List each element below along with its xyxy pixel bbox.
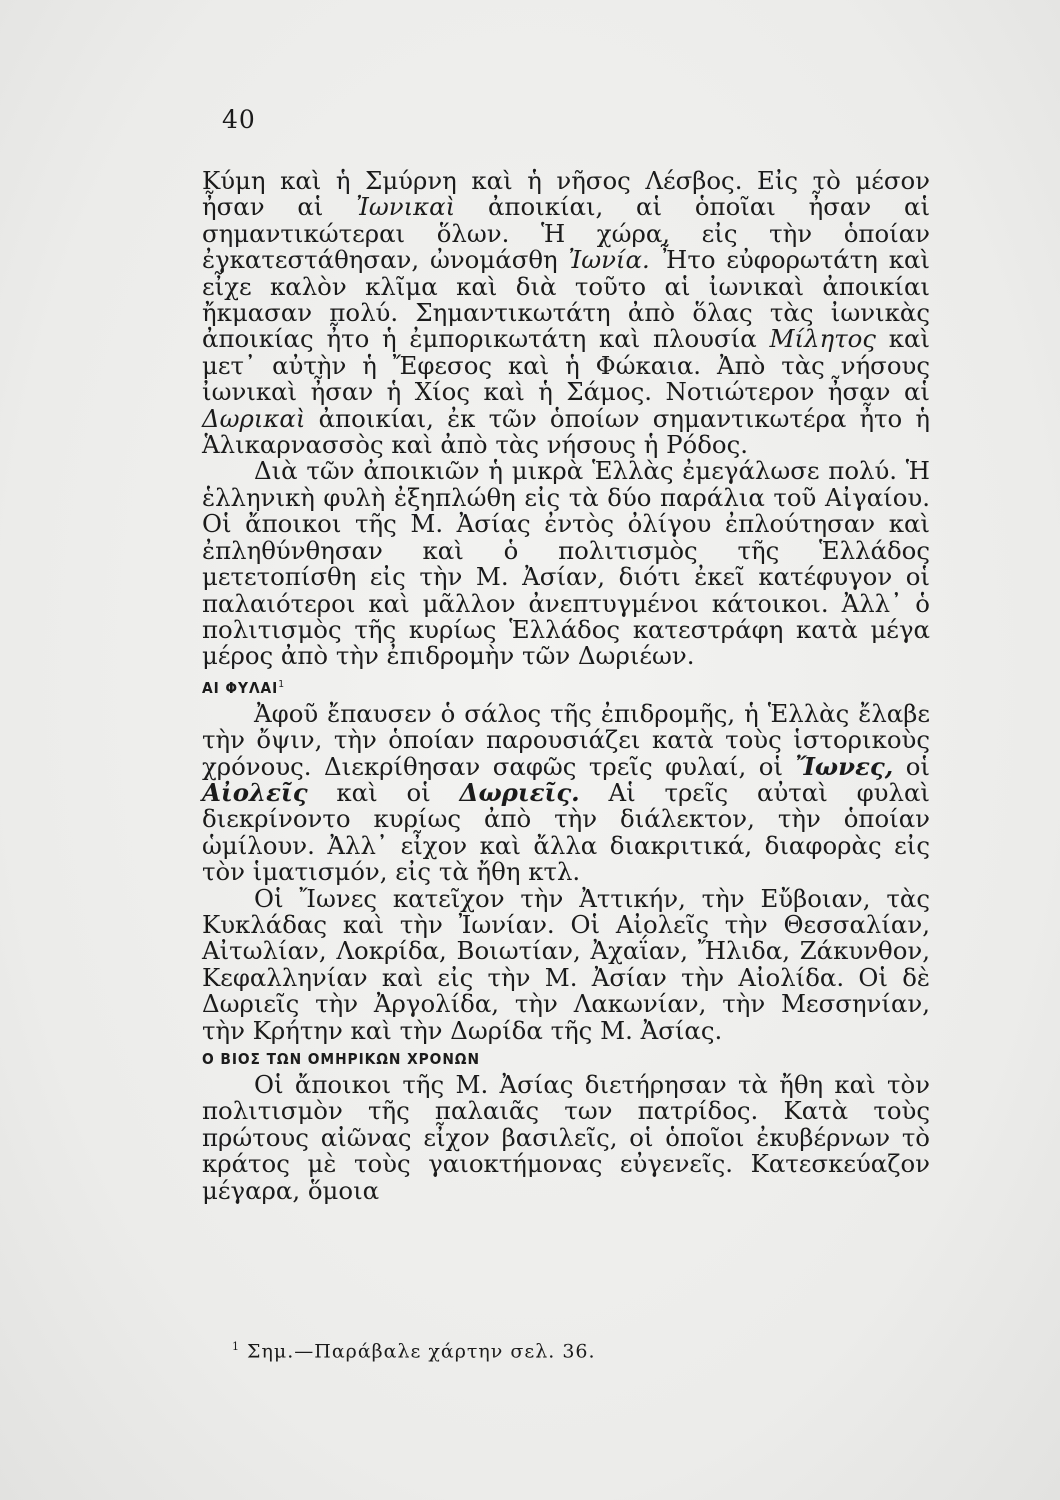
footnote-marker: 1 — [278, 678, 285, 690]
text-segment: ἀποικίαι, αἱ ὁποῖαι ἦσαν αἱ σημαντικώτεραι ὅλων. Ἡ χώρα, εἰς τὴν ὁποίαν ἐγκατεστάθησαν, ὠνομάσθη — [202, 192, 931, 275]
text-segment: Κύμη καὶ ἡ Σμύρνη καὶ ἡ νῆσος Λέσβος. Εἰς τὸ μέσον ἦσαν αἱ — [202, 166, 930, 222]
section-heading-homeric-life: Ο ΒΙΟΣ ΤΩΝ ΟΜΗΡΙΚΩΝ ΧΡΟΝΩΝ — [202, 1050, 480, 1068]
section-heading-tribes — [202, 672, 872, 701]
footnote-number: 1 — [232, 1340, 240, 1353]
term-aioleis: Αἰολεῖς — [202, 777, 308, 807]
term-ionikai: Ἰωνικαὶ — [356, 192, 456, 222]
term-iones: Ἴωνες, — [795, 751, 894, 781]
term-dorieis: Δωριεῖς. — [459, 777, 580, 807]
text-segment: Αἱ τρεῖς αὐταὶ φυλαὶ διεκρίνοντο κυρίως ἀπὸ τὴν διάλεκτον, τὴν ὁποίαν ὡμίλουν. Ἀλλ᾿ εἶχον καὶ ἄλλα διακριτικά, διαφορὰς εἰς τὸν ἱματισμόν, εἰς τὰ ἤθη κτλ. — [202, 777, 930, 887]
body-text — [202, 168, 930, 1204]
heading-text: ΑΙ ΦΥΛΑΙ — [202, 678, 279, 697]
text-segment: Ἀφοῦ ἔπαυσεν ὁ σάλος τῆς ἐπιδρομῆς, ἡ Ἑλλὰς ἔλαβε τὴν ὄψιν, τὴν ὁποίαν παρουσιάζει κατὰ τοὺς ἱστορικοὺς χρόνους. Διεκρίθησαν σαφῶς τρεῖς φυλαί, οἱ — [202, 698, 930, 781]
footnote — [232, 1335, 596, 1363]
footnote-text: Σημ.—Παράβαλε χάρτην σελ. 36. — [247, 1340, 596, 1363]
paragraph-territories: Οἱ Ἴωνες κατεῖχον τὴν Ἀττικήν, τὴν Εὔβοιαν, τὰς Κυκλάδας καὶ τὴν Ἰωνίαν. Οἱ Αἰολεῖς τὴν Θεσσαλίαν, Αἰτωλίαν, Λοκρίδα, Βοιωτίαν, Ἀχαΐαν, Ἤλιδα, Ζάκυνθον, Κεφαλληνίαν καὶ εἰς τὴν Μ. Ἀσίαν τὴν Αἰολίδα. Οἱ δὲ Δωριεῖς τὴν Ἀργολίδα, τὴν Λακωνίαν, τὴν Μεσσηνίαν, τὴν Κρήτην καὶ τὴν Δωρίδα τῆς Μ. Ἀσίας. — [202, 883, 930, 1045]
term-ionia: Ἰωνία. — [568, 245, 650, 275]
page-number: 40 — [222, 105, 256, 134]
text-segment: Ἦτο εὐφορωτάτη καὶ εἶχε καλὸν κλῖμα καὶ διὰ τοῦτο αἱ ἰωνικαὶ ἀποικίαι ἤκμασαν πολύ. Σημαντικωτάτη ἀπὸ ὅλας τὰς ἰωνικὰς ἀποικίας ἦτο ἡ ἐμπορικωτάτη καὶ πλουσία — [202, 245, 930, 354]
text-segment: καὶ μετ᾿ αὐτὴν ἡ Ἔφεσος καὶ ἡ Φώκαια. Ἀπὸ τὰς νήσους ἰωνικαὶ ἦσαν ἡ Χίος καὶ ἡ Σάμος. Νοτιώτερον ἦσαν αἱ — [202, 324, 930, 407]
paragraph-colonies — [202, 168, 930, 458]
text-segment: καὶ οἱ — [307, 777, 460, 807]
paragraph-tribes — [202, 698, 930, 887]
term-miletos: Μίλητος — [769, 324, 876, 354]
paragraph-expansion: Διὰ τῶν ἀποικιῶν ἡ μικρὰ Ἑλλὰς ἐμεγάλωσε πολύ. Ἡ ἑλληνικὴ φυλὴ ἐξηπλώθη εἰς τὰ δύο παράλια τοῦ Αἰγαίου. Οἱ ἄποικοι τῆς Μ. Ἀσίας ἐντὸς ὀλίγου ἐπλούτησαν καὶ ἐπληθύνθησαν καὶ ὁ πολιτισμὸς τῆς Ἑλλάδος μετετοπίσθη εἰς τὴν Μ. Ἀσίαν, διότι ἐκεῖ κατέφυγον οἱ παλαιότεροι καὶ μᾶλλον ἀνεπτυγμένοι κάτοικοι. Ἀλλ᾿ ὁ πολιτισμὸς τῆς κυρίως Ἑλλάδος κατεστράφη κατὰ μέγα μέρος ἀπὸ τὴν ἐπιδρομὴν τῶν Δωριέων. — [202, 456, 930, 671]
text-segment: οἱ — [893, 751, 930, 781]
paragraph-homeric-life: Οἱ ἄποικοι τῆς Μ. Ἀσίας διετήρησαν τὰ ἤθη καὶ τὸν πολιτισμὸν τῆς παλαιᾶς των πατρίδος. Κατὰ τοὺς πρώτους αἰῶνας εἶχον βασιλεῖς, οἱ ὁποῖοι ἐκυβέρνων τὸ κράτος μὲ τοὺς γαιοκτήμονας εὐγενεῖς. Κατεσκεύαζον μέγαρα, ὅμοια — [202, 1070, 930, 1205]
term-dorikai: Δωρικαὶ — [202, 403, 306, 433]
text-segment: ἀποικίαι, ἐκ τῶν ὁποίων σημαντικωτέρα ἦτο ἡ Ἁλικαρνασσὸς καὶ ἀπὸ τὰς νήσους ἡ Ρόδος. — [202, 403, 930, 460]
